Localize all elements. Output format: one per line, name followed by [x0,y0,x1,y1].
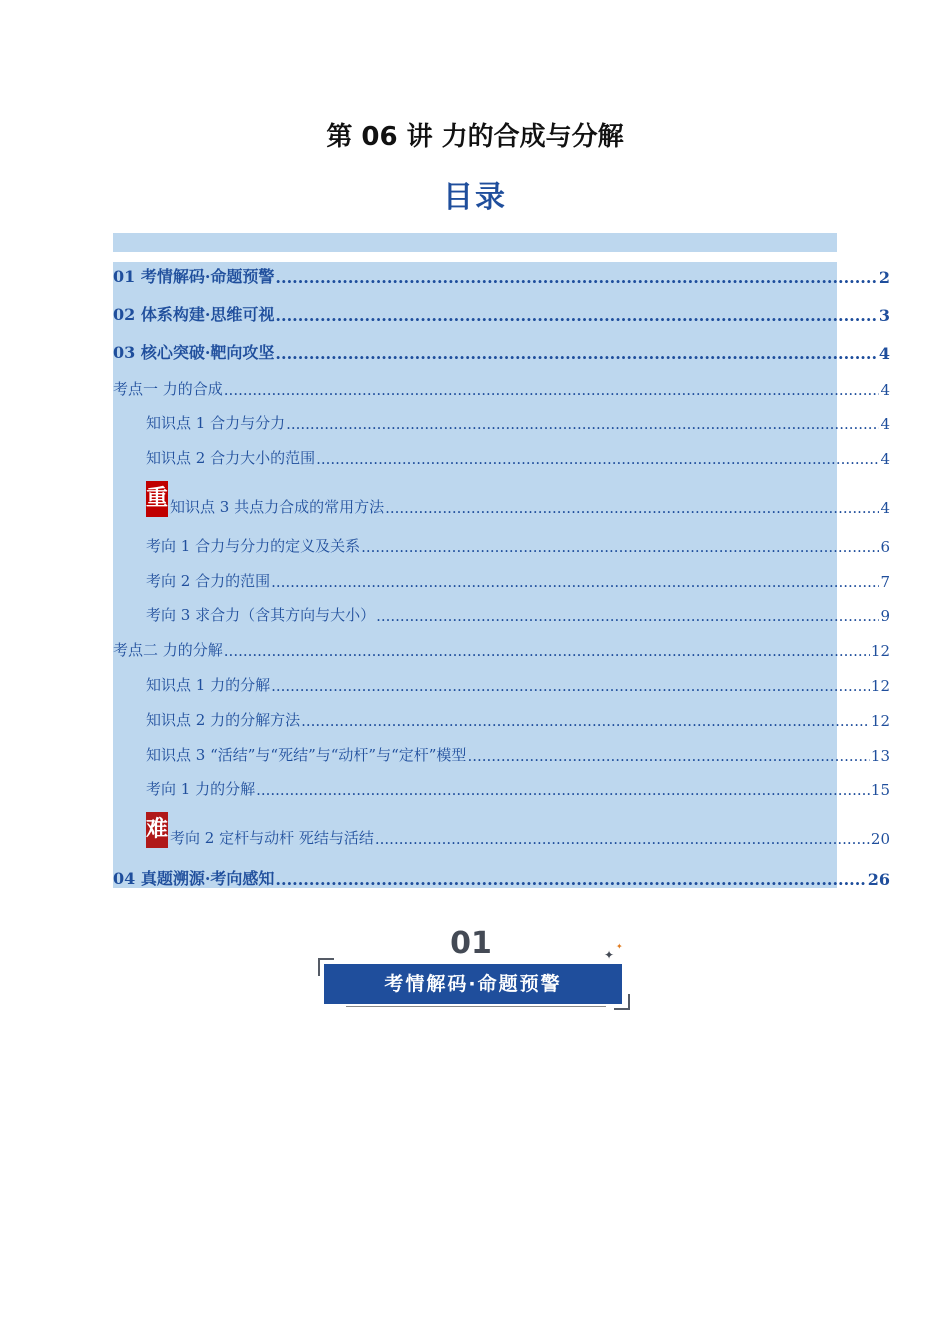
toc-page-number: 3 [878,306,890,325]
toc-leader-dots [275,306,877,325]
toc-entry-label: 考向 1 合力与分力的定义及关系 [146,537,361,555]
sparkle-icon: ✦ [604,948,615,962]
toc-leader-dots [275,268,877,287]
toc-entry[interactable] [113,481,890,517]
toc-page-number: 4 [880,415,890,433]
toc-entry[interactable] [113,604,890,625]
toc-page-number: 4 [878,344,890,363]
toc-page-number: 15 [870,781,890,799]
toc-entry-label: 考向 1 力的分解 [146,780,256,798]
sparkle-small-icon: ✦ [616,942,623,951]
toc-entry[interactable] [113,340,890,363]
toc-leader-dots [301,712,870,730]
toc-entry[interactable] [113,812,890,848]
toc-entry-label: 考点一 力的合成 [113,380,223,398]
toc-entry[interactable] [113,378,890,399]
toc-entry-label: 知识点 3 “活结”与“死结”与“动杆”与“定杆”模型 [146,746,467,764]
toc-page-number: 12 [870,642,890,660]
toc-entry[interactable] [113,778,890,799]
toc-leader-dots [271,677,870,695]
toc-leader-dots [376,607,879,625]
toc-leader-dots [361,538,879,556]
toc-entry[interactable] [113,570,890,591]
toc-entry[interactable] [113,535,890,556]
toc-entry-label: 知识点 3 共点力合成的常用方法 [170,498,385,516]
toc-page-number: 2 [878,268,890,287]
key-point-badge: 重 [146,481,168,517]
toc-entry[interactable] [113,302,890,325]
toc-page-number: 6 [880,538,890,556]
toc-entry-label: 考向 2 合力的范围 [146,572,271,590]
toc-entry-label: 02 体系构建·思维可视 [113,305,275,324]
section-title: 考情解码·命题预警 [324,964,622,1004]
section-banner [316,926,634,1012]
toc-leader-dots [385,499,879,517]
toc-page-number: 12 [870,677,890,695]
toc-leader-dots [286,415,879,433]
toc-entry[interactable] [113,412,890,433]
toc-page-number: 4 [880,450,890,468]
toc-leader-dots [375,830,870,848]
toc-entry-label: 知识点 2 合力大小的范围 [146,449,316,467]
toc-page-number: 20 [870,830,890,848]
toc-page-number: 13 [870,747,890,765]
toc-leader-dots [275,870,866,889]
toc-entry-label: 01 考情解码·命题预警 [113,267,275,286]
toc-leader-dots [271,573,879,591]
document-title: 第 06 讲 力的合成与分解 [326,122,624,152]
toc-leader-dots [224,642,870,660]
toc-entry-label: 考点二 力的分解 [113,641,223,659]
section-number: 01 [450,926,492,961]
toc-leader-dots [467,747,869,765]
toc-page-number: 12 [870,712,890,730]
toc-page-number: 4 [880,499,890,517]
toc-entry[interactable] [113,674,890,695]
toc-entry[interactable] [113,447,890,468]
toc-page-number: 9 [880,607,890,625]
toc-entry-label: 知识点 2 力的分解方法 [146,711,301,729]
toc-entry[interactable] [113,639,890,660]
toc-leader-dots [275,344,877,363]
toc-entry[interactable] [113,866,890,889]
toc-page-number: 4 [880,381,890,399]
toc-leader-dots [256,781,870,799]
toc-entry-label: 03 核心突破·靶向攻坚 [113,343,275,362]
toc-entry[interactable] [113,264,890,287]
toc-entry-label: 考向 3 求合力（含其方向与大小） [146,606,376,624]
toc-entry[interactable] [113,709,890,730]
banner-underline [346,1006,606,1007]
toc-entry-label: 考向 2 定杆与动杆 死结与活结 [170,829,374,847]
toc-page-number: 7 [880,573,890,591]
toc-entry[interactable] [113,744,890,765]
toc-entry-label: 04 真题溯源·考向感知 [113,869,275,888]
toc-entry-label: 知识点 1 力的分解 [146,676,271,694]
toc-leader-dots [224,381,880,399]
toc-heading: 目录 [443,180,507,215]
toc-leader-dots [316,450,879,468]
toc-header-band [113,233,837,252]
difficult-point-badge: 难 [146,812,168,848]
toc-page-number: 26 [867,870,890,889]
toc-entry-label: 知识点 1 合力与分力 [146,414,286,432]
